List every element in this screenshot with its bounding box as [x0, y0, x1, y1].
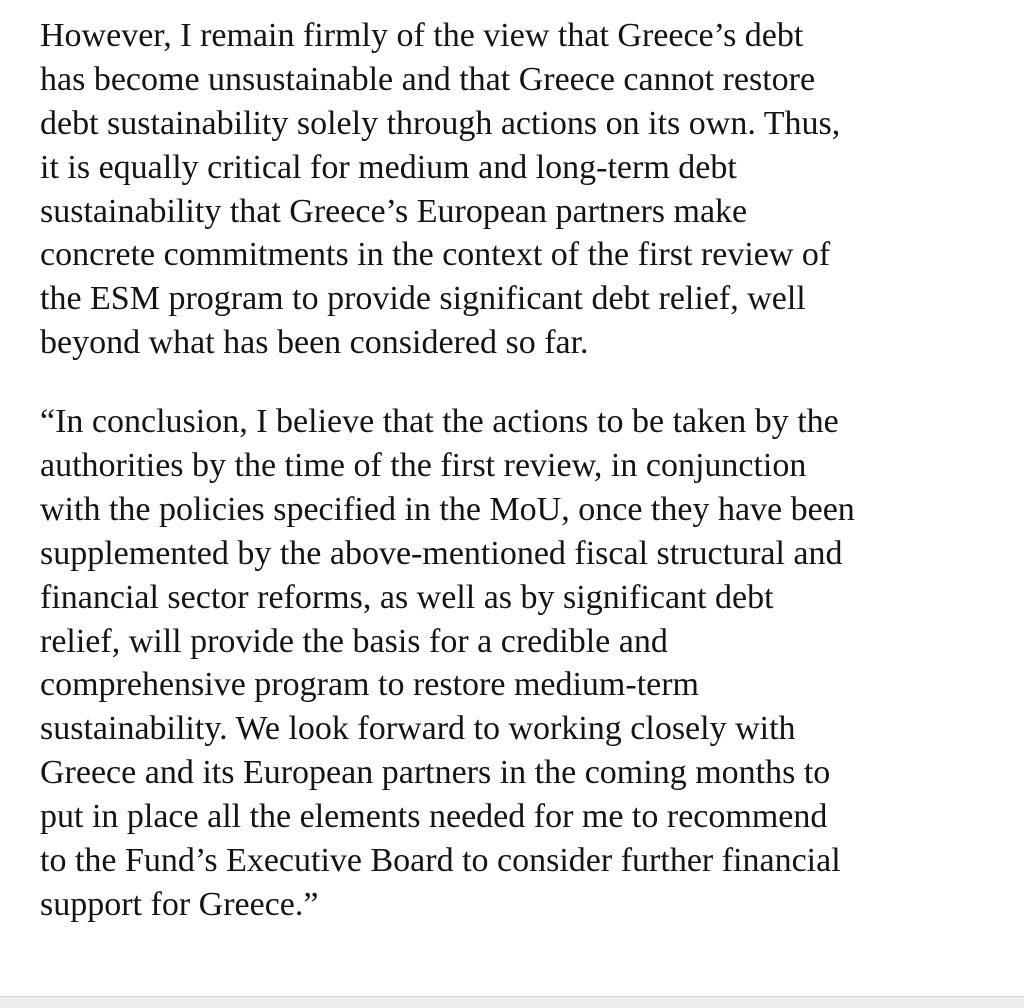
- text-line: comprehensive program to restore medium-term: [40, 666, 699, 704]
- text-line: with the policies specified in the MoU, once they have been: [40, 490, 855, 528]
- paragraph-conclusion-quote: [40, 400, 1024, 927]
- page-bottom-edge: [0, 996, 1024, 1008]
- text-line: relief, will provide the basis for a credible and: [40, 622, 668, 660]
- text-line: beyond what has been considered so far.: [40, 324, 589, 362]
- text-line: debt sustainability solely through actions on its own. Thus,: [40, 104, 841, 142]
- paragraph-spacer: [40, 365, 1024, 400]
- text-line: concrete commitments in the context of the first review of: [40, 236, 831, 274]
- text-line: However, I remain firmly of the view that Greece’s debt: [40, 17, 804, 54]
- text-line: authorities by the time of the first review, in conjunction: [40, 447, 807, 485]
- text-line: has become unsustainable and that Greece cannot restore: [40, 60, 816, 98]
- text-line: support for Greece.”: [40, 885, 319, 923]
- paragraph-debt-sustainability: [40, 14, 1024, 365]
- document-body: [40, 14, 1024, 927]
- text-line: sustainability. We look forward to working closely with: [40, 710, 796, 748]
- text-line: supplemented by the above-mentioned fiscal structural and: [40, 534, 843, 572]
- text-line: financial sector reforms, as well as by significant debt: [40, 578, 774, 616]
- text-line: to the Fund’s Executive Board to consider further financial: [40, 842, 841, 880]
- text-line: put in place all the elements needed for me to recommend: [40, 798, 828, 836]
- text-line: the ESM program to provide significant debt relief, well: [40, 280, 806, 318]
- text-line: “In conclusion, I believe that the actions to be taken by the: [40, 403, 839, 441]
- text-line: it is equally critical for medium and long-term debt: [40, 148, 737, 186]
- text-line: sustainability that Greece’s European partners make: [40, 192, 748, 230]
- text-line: Greece and its European partners in the coming months to: [40, 754, 831, 792]
